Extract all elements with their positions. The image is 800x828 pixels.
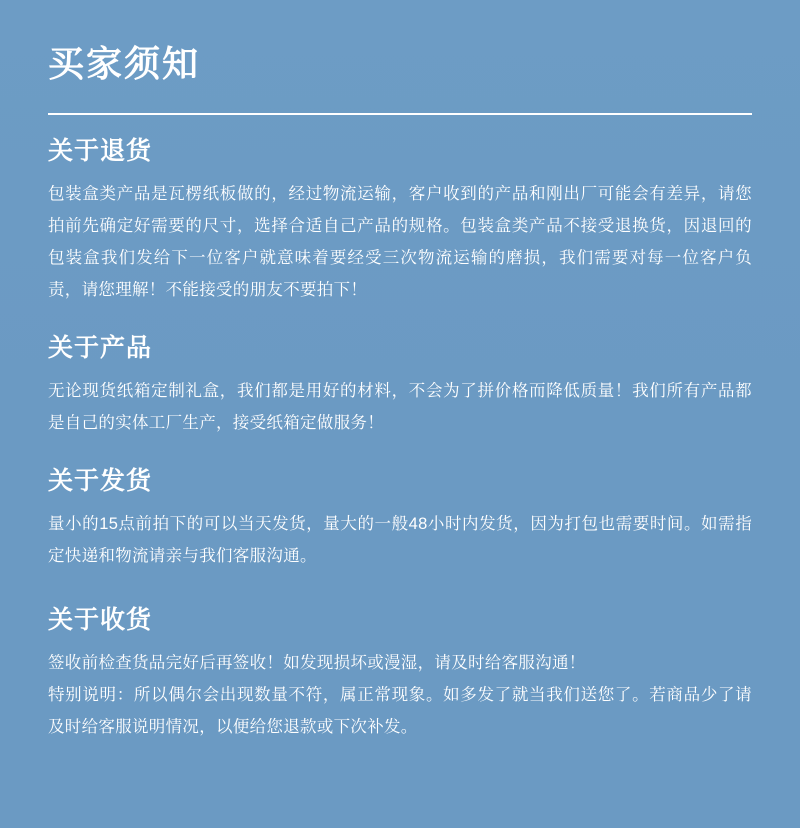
page-title: 买家须知 <box>48 43 201 84</box>
section-returns-body <box>48 178 752 307</box>
section-receiving-paragraph-2: 特别说明：所以偶尔会出现数量不符，属正常现象。如多发了就当我们送您了。若商品少了请及时给客服说明情况，以便给您退款或下次补发。 <box>48 685 752 736</box>
section-shipping-paragraph: 量小的15点前拍下的可以当天发货，量大的一般48小时内发货，因为打包也需要时间。如需指定快递和物流请亲与我们客服沟通。 <box>48 514 752 565</box>
section-product-heading: 关于产品 <box>48 334 153 363</box>
section-receiving-heading: 关于收货 <box>48 606 153 635</box>
section-product <box>48 332 752 439</box>
title-divider <box>48 113 752 115</box>
section-shipping-heading: 关于发货 <box>48 467 153 496</box>
section-returns-heading: 关于退货 <box>48 137 153 166</box>
section-receiving-body <box>48 647 752 744</box>
section-receiving <box>48 604 752 743</box>
section-shipping <box>48 465 752 572</box>
section-receiving-paragraph-1: 签收前检查货品完好后再签收！如发现损坏或漫湿，请及时给客服沟通！ <box>48 653 586 672</box>
section-returns-paragraph: 包装盒类产品是瓦楞纸板做的，经过物流运输，客户收到的产品和刚出厂可能会有差异，请您拍前先确定好需要的尺寸，选择合适自己产品的规格。包装盒类产品不接受退换货，因退回的包装盒我们发给下一位客户就意味着要经受三次物流运输的磨损，我们需要对每一位客户负责，请您理解！不能接受的朋友不要拍下！ <box>48 184 752 300</box>
section-shipping-body <box>48 508 752 572</box>
section-returns <box>48 135 752 306</box>
section-product-paragraph: 无论现货纸箱定制礼盒，我们都是用好的材料，不会为了拼价格而降低质量！我们所有产品都是自己的实体工厂生产，接受纸箱定做服务！ <box>48 381 752 433</box>
section-product-body <box>48 375 752 439</box>
